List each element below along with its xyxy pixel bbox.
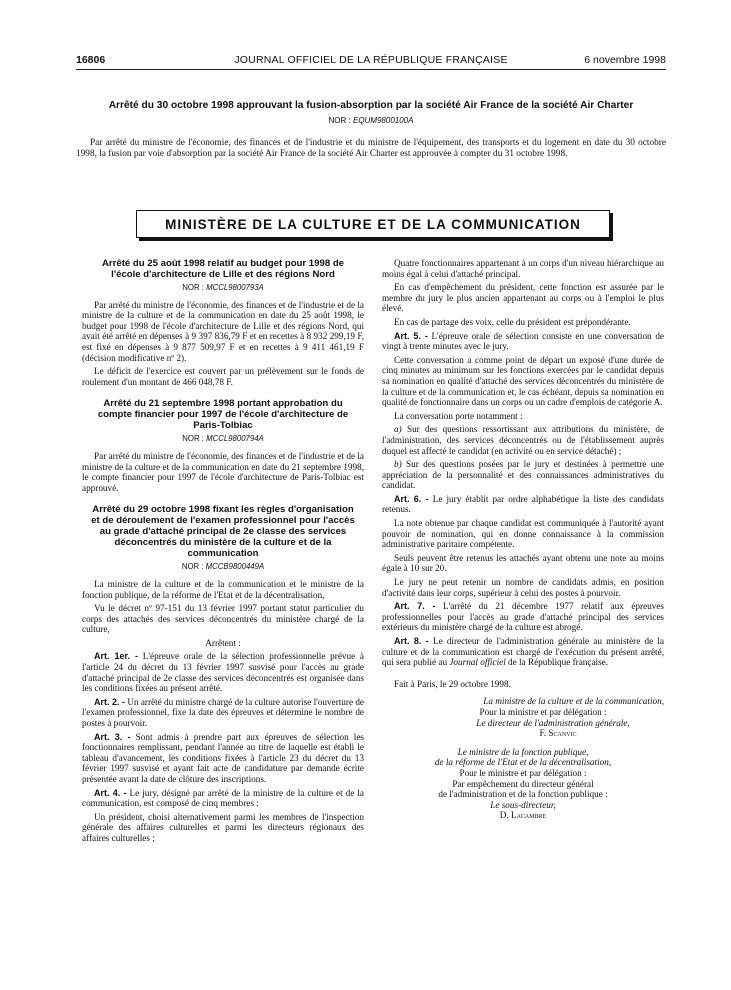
list-item-b xyxy=(382,459,664,491)
nor-reference xyxy=(82,562,364,573)
nor-label: NOR : xyxy=(182,283,204,292)
article-text: de la République française. xyxy=(505,657,609,668)
signatory-delegation: Pour la ministre et par délégation : xyxy=(479,706,607,717)
nor-reference xyxy=(76,116,666,125)
article-1 xyxy=(82,651,364,693)
signatory-title: de la réforme de l'Etat et de la décentralisation, xyxy=(434,757,612,768)
page-header xyxy=(76,54,666,68)
signatory-role: Le directeur de l'administration générale, xyxy=(476,717,630,728)
signatory-name: D. Lacambre xyxy=(499,810,547,821)
list-marker: b) xyxy=(394,459,402,470)
paragraph: Le jury ne peut retenir un nombre de candidats admis, en position d'activité dans leur corps, supérieur à celui des postes à pourvoir. xyxy=(382,577,664,598)
paragraph: La ministre de la culture et de la communication et le ministre de la fonction publique, de la réforme de l'Etat et de la décentralisation, xyxy=(82,578,364,600)
place-date: Fait à Paris, le 29 octobre 1998. xyxy=(394,678,511,689)
article-label: Art. 8. - xyxy=(394,636,429,646)
decree-title: Arrêté du 30 octobre 1998 approuvant la fusion-absorption par la société Air France de la société Air Charter xyxy=(108,100,634,111)
article-label: Art. 2. - xyxy=(94,696,126,707)
article-text: Le jury, désigné par arrêté de la ministre de la culture et de la communication, est composé de cinq membres : xyxy=(82,787,365,809)
article-2 xyxy=(82,697,364,729)
article-label: Art. 4. - xyxy=(94,787,127,798)
publication-date: 6 novembre 1998 xyxy=(584,54,666,66)
article-8 xyxy=(382,636,664,668)
article-label: Art. 5. - xyxy=(394,330,428,341)
signatory-delegation: Par empêchement du directeur général xyxy=(452,778,594,789)
ministry-heading: MINISTÈRE DE LA CULTURE ET DE LA COMMUNICATION xyxy=(136,210,610,238)
article-5 xyxy=(382,331,664,352)
article-label: Art. 7. - xyxy=(394,601,436,612)
nor-reference xyxy=(82,434,364,445)
paragraph: En cas d'empêchement du président, cette fonction est assurée par le membre du jury le plus ancien appartenant au corps ou à l'emploi le plus élevé. xyxy=(382,282,664,314)
article-text: Un arrêté du ministre chargé de la culture autorise l'ouverture de l'examen professionnel, fixe la date des épreuves et détermine le nombre de postes à pourvoir. xyxy=(82,696,365,729)
list-marker: a) xyxy=(394,424,402,435)
list-text: Sur des questions posées par le jury et destinées à permettre une appréciation de la personnalité et des connaissances administratives du candidat. xyxy=(382,459,664,491)
signatory-title: Le ministre de la fonction publique, xyxy=(457,746,589,757)
decree-title: Arrêté du 25 août 1998 relatif au budget pour 1998 de l'école d'architecture de Lille et des régions Nord xyxy=(101,258,345,280)
signatory-delegation: Pour le ministre et par délégation : xyxy=(459,767,587,778)
arretent-heading: Arrêtent : xyxy=(205,637,241,648)
article-3 xyxy=(82,732,364,785)
paragraph: Par arrêté du ministre de l'économie, des finances et de l'industrie et de la ministre de la culture et de la communication en date du 21 septembre 1998, le compte financier pour 1997 de l'école d'architecture de Paris-Tolbiac est approuvé. xyxy=(82,450,364,493)
page-number: 16806 xyxy=(76,54,106,66)
article-text: Le jury établit par ordre alphabétique la liste des candidats retenus. xyxy=(382,493,664,515)
nor-code: MCCL9800793A xyxy=(206,283,264,292)
left-column xyxy=(82,258,364,847)
nor-code: EQUM9800100A xyxy=(352,116,414,125)
signatory-name: F. Scanvic xyxy=(539,728,577,739)
paragraph: Vu le décret nº 97-151 du 13 février 1997 portant statut particulier du corps des attachés des services déconcentrés du ministère chargé de la culture, xyxy=(82,603,364,635)
signatory-delegation: de l'administration et de la fonction publique : xyxy=(438,789,608,800)
article-4 xyxy=(82,788,364,809)
paragraph: Par arrêté du ministre de l'économie, des finances et de l'industrie et de la ministre de la culture et de la communication en date du 25 août 1998, le budget pour 1998 de l'école d'architecture de Lille et des régions Nord, qui avait été arrêté en dépenses à 9 397 836,79 F et en recettes à 8 932 299,19 F, est fixé en dépenses à 9 877 509,97 F et en recettes à 9 411 461,19 F (décision modificative nº 2). xyxy=(82,299,364,363)
nor-code: MCCB9800449A xyxy=(205,562,265,572)
signatory-title: La ministre de la culture et de la communication, xyxy=(483,696,664,707)
nor-code: MCCL9800794A xyxy=(206,434,264,444)
article-label: Art. 6. - xyxy=(394,493,429,504)
paragraph: Cette conversation a comme point de départ un exposé d'une durée de cinq minutes au minimum sur les fonctions exercées par le candidat depuis sa nomination en qualité d'attaché des services déconcentrés du ministère de la culture et de la communication et, le cas échéant, depuis sa nomination en qualité de fonctionnaire dans un corps ou un cadre d'emplois de catégorie A. xyxy=(382,354,664,408)
article-text: Sont admis à prendre part aux épreuves de sélection les fonctionnaires remplissant, pendant l'année au titre de laquelle est établi le tableau d'avancement, les conditions fixées à l'article 23 du décret du 13 février 1997 susvisé et ayant fait acte de candidature par demande écrite présentée avant la date de clôture des inscriptions. xyxy=(82,731,364,784)
decree-title: Arrêté du 29 octobre 1998 fixant les règles d'organisation et de déroulement de l'examen professionnel pour l'accès au grade d'attaché principal de 2e classe des services déconcentrés du ministère de la culture et de la communication xyxy=(91,504,355,560)
decree-body: Par arrêté du ministre de l'économie, des finances et de l'industrie et du ministre de l'équipement, des transports et du logement en date du 30 octobre 1998, la fusion par voie d'absorption par la société Air France de la société Air Charter est approuvée à compter du 31 octobre 1998. xyxy=(76,138,666,159)
article-text: L'arrêté du 21 décembre 1977 relatif aux épreuves professionnelles pour l'accès au grade d'attaché principal des services extérieurs du ministère chargé de la culture est abrogé. xyxy=(382,601,664,633)
paragraph: La note obtenue par chaque candidat est communiquée à l'autorité ayant pouvoir de nomination, qui en donne connaissance à la commission administrative paritaire compétente. xyxy=(382,518,664,550)
article-text: L'épreuve orale de la sélection professionnelle prévue à l'article 24 du décret du 13 février 1997 susvisé pour l'accès au grade d'attaché principal de 2e classe des services déconcentrés est organisée dans les conditions fixées au présent arrêté. xyxy=(82,651,365,694)
nor-label: NOR : xyxy=(181,562,204,572)
list-text: Sur des questions ressortissant aux attributions du ministère, de l'administration, des services déconcentrés ou de l'établissement auprès duquel est affecté le candidat (en activité ou en service détaché) ; xyxy=(382,424,665,456)
list-item-a xyxy=(382,424,664,456)
article-label: Art. 1er. - xyxy=(94,651,138,662)
signatory-role: Le sous-directeur, xyxy=(490,799,556,810)
journal-title: JOURNAL OFFICIEL DE LA RÉPUBLIQUE FRANÇAISE xyxy=(234,54,508,66)
article-text: L'épreuve orale de sélection consiste en une conversation de vingt à trente minutes avec le jury. xyxy=(382,330,664,352)
paragraph: En cas de partage des voix, celle du président est prépondérante. xyxy=(394,316,631,327)
article-label: Art. 3. - xyxy=(94,731,131,742)
paragraph: Le déficit de l'exercice est couvert par un prélèvement sur le fonds de roulement d'un montant de 466 048,78 F. xyxy=(82,366,364,387)
right-column xyxy=(382,258,664,821)
article-7 xyxy=(382,601,664,633)
nor-label: NOR : xyxy=(182,434,204,444)
header-rule xyxy=(76,69,666,70)
decree-title: Arrêté du 21 septembre 1998 portant approbation du compte financier pour 1997 de l'école d'architecture de Paris-Tolbiac xyxy=(97,398,349,432)
article-6 xyxy=(382,494,664,515)
paragraph: Seuls peuvent être retenus les attachés ayant obtenu une note au moins égale à 10 sur 20. xyxy=(382,552,664,574)
journal-officiel: Journal officiel xyxy=(449,657,506,668)
paragraph: Quatre fonctionnaires appartenant à un corps d'un niveau hiérarchique au moins égal à celui d'attaché principal. xyxy=(382,258,664,279)
paragraph: La conversation porte notamment : xyxy=(394,410,523,421)
paragraph: Un président, choisi alternativement parmi les membres de l'inspection générale des affaires culturelles et parmi les directeurs régionaux des affaires culturelles ; xyxy=(82,811,364,843)
article-text: Le directeur de l'administration générale au ministère de la culture et de la communication est chargé de l'exécution du présent arrêté, qui sera publié au xyxy=(382,636,664,668)
nor-reference xyxy=(82,283,364,294)
nor-label: NOR : xyxy=(328,116,351,125)
